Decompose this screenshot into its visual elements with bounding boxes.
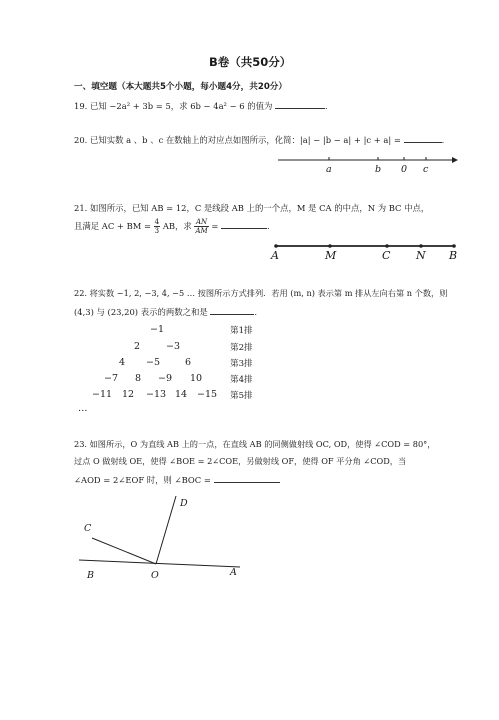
ray-oc — [92, 538, 156, 564]
pyramid-r3-c2: −5 — [146, 357, 161, 368]
pyramid-r5-c2: 12 — [122, 389, 135, 400]
question-23-line2: 过点 O 做射线 OE，使得 ∠BOE = 2∠COE，另做射线 OF，使得 OF 平分角 ∠COD，当 — [74, 456, 407, 466]
fig-label-b: B — [87, 570, 94, 581]
question-22-end: . — [254, 307, 258, 317]
pyramid-r3-label: 第3排 — [230, 359, 253, 369]
question-22-line2-text: (4,3) 与 (23,20) 表示的两数之和是 — [74, 307, 208, 317]
pyramid-r2-label: 第2排 — [230, 343, 253, 353]
axis-label-c: c — [423, 164, 429, 175]
frac2-num: AN — [195, 218, 208, 226]
pyramid-r3-c3: 6 — [185, 357, 192, 368]
question-19-text: 19. 已知 −2a² + 3b = 5，求 6b − 4a² − 6 的值为 — [74, 101, 273, 111]
section-heading: 一、填空题（本大题共5个小题，每小题4分，共20分） — [74, 82, 287, 92]
axis-label-0: 0 — [401, 164, 408, 175]
pyramid-r1-c1: −1 — [150, 324, 165, 335]
question-21-prefix: 且满足 AC + BM = — [74, 221, 151, 231]
pyramid-r4-c2: 8 — [135, 373, 142, 384]
question-21-end: . — [267, 221, 270, 231]
fig-label-d: D — [180, 498, 188, 509]
question-21-eq: = — [211, 221, 219, 231]
question-21-line1: 21. 如图所示，已知 AB = 12，C 是线段 AB 上的一个点，M 是 CA 的中点，N 为 BC 中点， — [74, 203, 430, 213]
pyramid-ellipsis: … — [78, 403, 88, 414]
pyramid-r5-c1: −11 — [92, 389, 113, 400]
line-ab — [79, 560, 240, 567]
pyramid-r4-c1: −7 — [104, 373, 119, 384]
frac1-den: 3 — [154, 227, 160, 235]
pyramid-r4-label: 第4排 — [230, 375, 253, 385]
fig-label-a: A — [230, 567, 237, 578]
pyramid-r2-c2: −3 — [166, 341, 181, 352]
pyramid-r1-label: 第1排 — [230, 326, 253, 336]
seg-label-m: M — [325, 249, 337, 262]
axis-label-b: b — [375, 164, 382, 175]
axis-label-a: a — [326, 164, 332, 175]
page-title: B卷（共50分） — [209, 55, 292, 69]
question-19-end: . — [325, 101, 328, 111]
pyramid-r4-c3: −9 — [158, 373, 173, 384]
fig-label-o: O — [151, 570, 159, 581]
pyramid-r5-c3: −13 — [146, 389, 167, 400]
question-22-line1: 22. 将实数 −1, 2, −3, 4, −5 … 按图所示方式排列．若用 (m, n) 表示第 m 排从左向右第 n 个数，则 — [74, 288, 448, 298]
pyramid-r5-c4: 14 — [175, 389, 188, 400]
pyramid-r2-c1: 2 — [134, 341, 141, 352]
seg-label-b: B — [449, 249, 458, 262]
pyramid-r3-c1: 4 — [119, 357, 126, 368]
question-23-line3-text: ∠AOD = 2∠EOF 时，则 ∠BOC = — [74, 475, 211, 485]
pyramid-r5-c5: −15 — [197, 389, 218, 400]
fig-label-c: C — [84, 523, 92, 534]
ray-od — [156, 496, 176, 564]
pyramid-r5-label: 第5排 — [230, 391, 253, 401]
seg-label-n: N — [416, 249, 426, 262]
question-20-text: 20. 已知实数 a 、b 、c 在数轴上的对应点如图所示，化简：|a| − |b − a| + |c + a| = — [74, 135, 401, 145]
question-21-mid: AB，求 — [162, 221, 192, 231]
question-23-line1: 23. 如图所示，O 为直线 AB 上的一点，在直线 AB 的同侧做射线 OC, OD，使得 ∠COD = 80°， — [74, 439, 436, 449]
seg-label-a: A — [271, 249, 279, 262]
frac2-den: AM — [195, 227, 208, 235]
question-20-end: . — [441, 135, 445, 145]
pyramid-r4-c4: 10 — [190, 373, 203, 384]
frac1-num: 4 — [154, 218, 160, 226]
seg-label-c: C — [382, 249, 391, 262]
